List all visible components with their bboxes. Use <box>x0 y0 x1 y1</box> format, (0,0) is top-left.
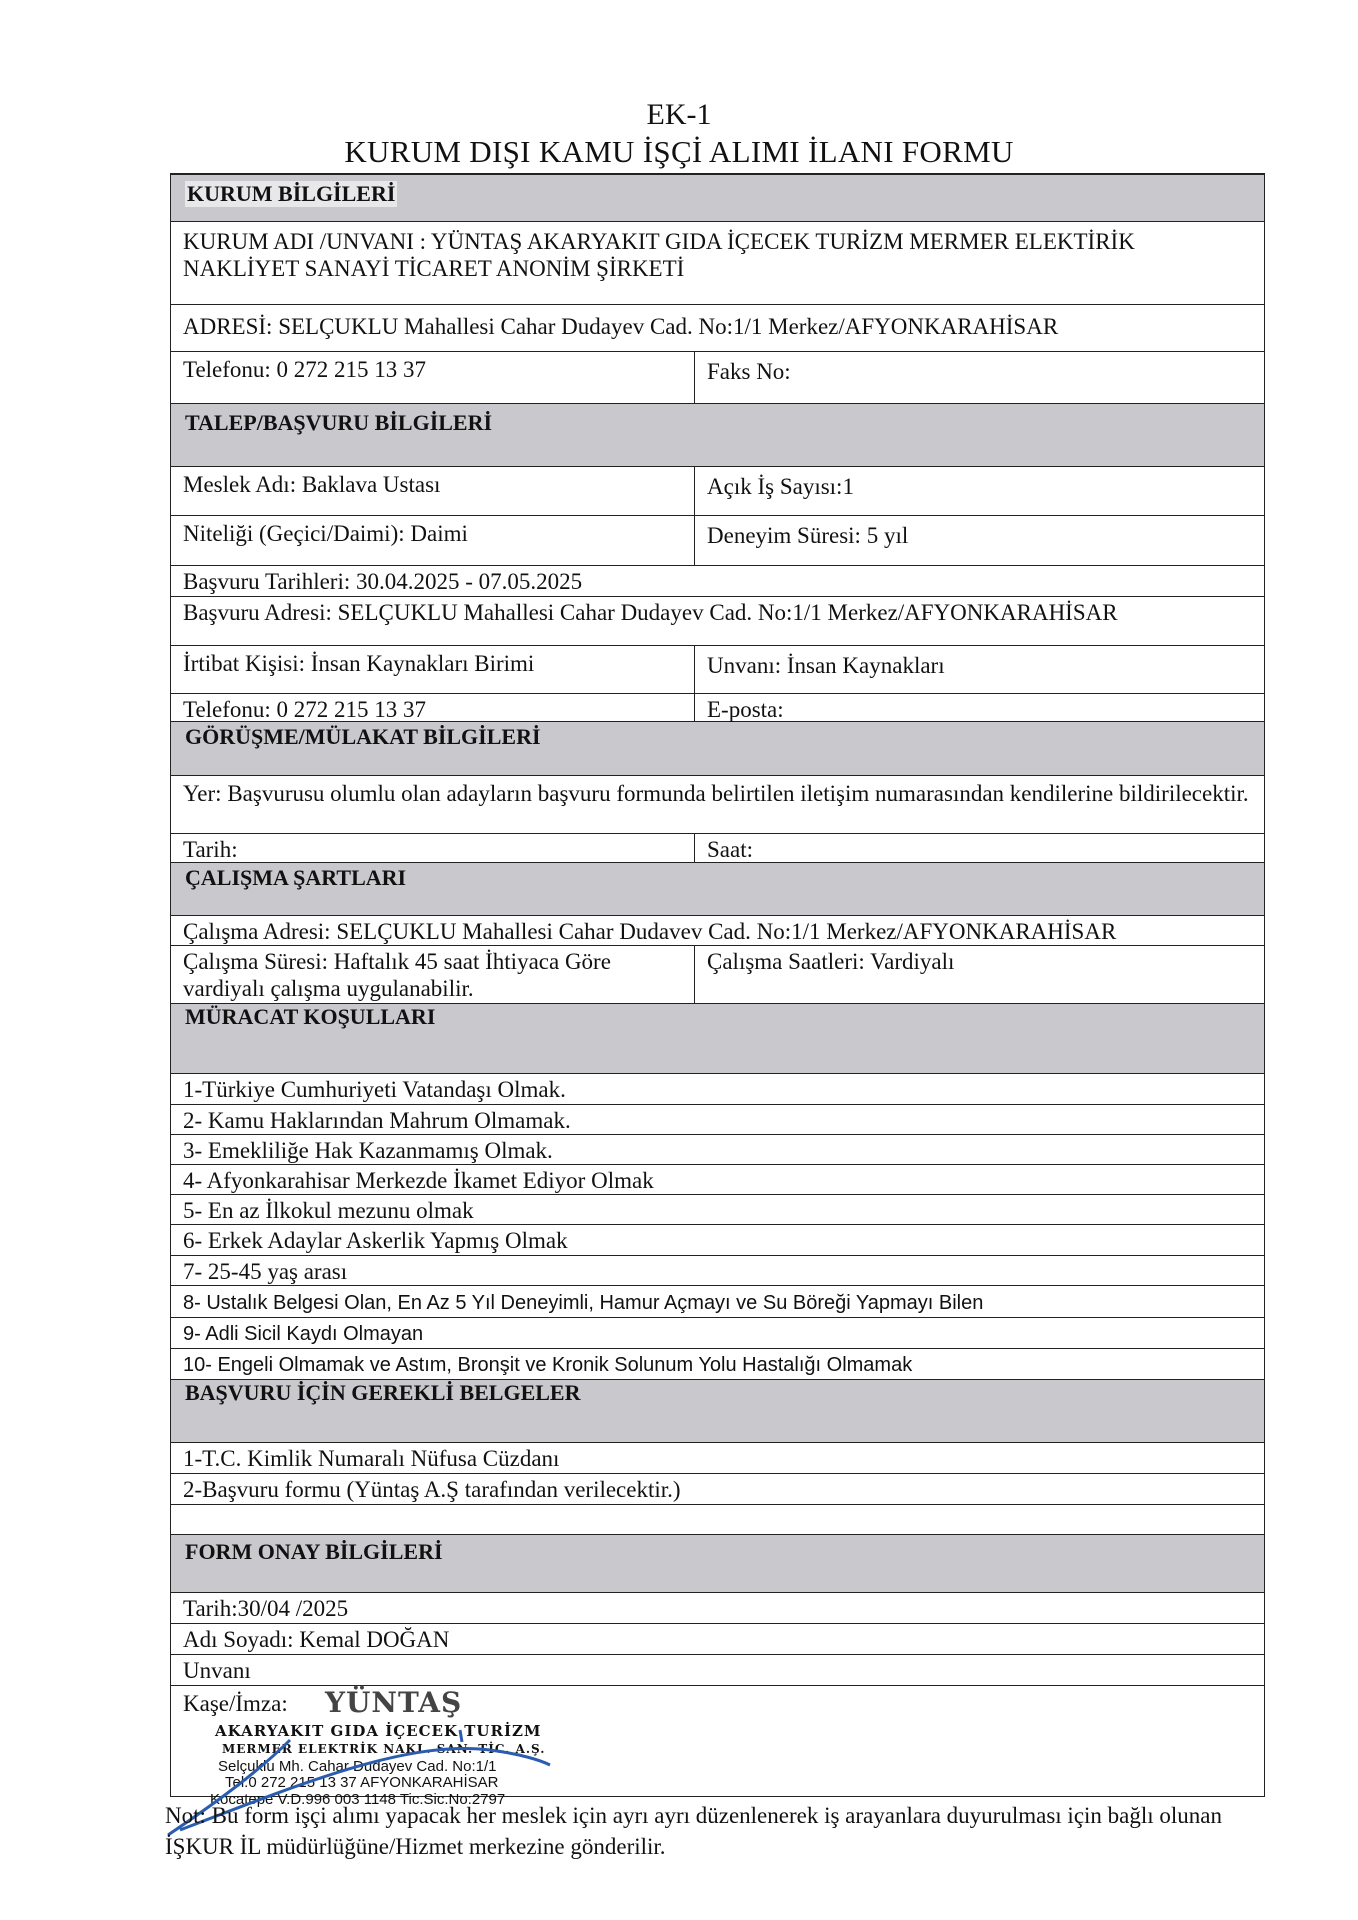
occupation: Meslek Adı: Baklava Ustası <box>171 467 695 515</box>
kurum-name-row <box>170 222 1265 305</box>
condition-text: 5- En az İlkokul mezunu olmak <box>183 1198 474 1223</box>
talep-row <box>170 467 1265 516</box>
kurum-address: ADRESİ: SELÇUKLU Mahallesi Cahar Dudayev Cad. No:1/1 Merkez/AFYONKARAHİSAR <box>183 314 1059 339</box>
condition-item <box>170 1256 1265 1286</box>
approval-date: Tarih:30/04 /2025 <box>183 1596 349 1621</box>
condition-text: 9- Adli Sicil Kaydı Olmayan <box>183 1323 424 1345</box>
contact-person: İrtibat Kişisi: İnsan Kaynakları Birimi <box>171 646 695 693</box>
section-talep-header <box>170 404 1265 467</box>
condition-text: 10- Engeli Olmamak ve Astım, Bronşit ve Kronik Solunum Yolu Hastalığı Olmamak <box>183 1354 913 1376</box>
section-title: MÜRACAT KOŞULLARI <box>185 1004 436 1029</box>
nature: Niteliği (Geçici/Daimi): Daimi <box>171 516 695 565</box>
contact-title: Unvanı: İnsan Kaynakları <box>707 653 945 678</box>
talep-row <box>170 516 1265 566</box>
talep-row <box>170 597 1265 646</box>
condition-item <box>170 1074 1265 1105</box>
section-title: KURUM BİLGİLERİ <box>187 181 396 206</box>
condition-text: 2- Kamu Haklarından Mahrum Olmamak. <box>183 1108 571 1133</box>
condition-text: 3- Emekliliğe Hak Kazanmamış Olmak. <box>183 1138 553 1163</box>
document-item <box>170 1443 1265 1474</box>
approval-date-row <box>170 1593 1265 1624</box>
condition-item <box>170 1318 1265 1349</box>
section-belgeler-header <box>170 1380 1265 1443</box>
condition-text: 7- 25-45 yaş arası <box>183 1259 348 1284</box>
work-shift: Çalışma Saatleri: Vardiyalı <box>707 949 955 974</box>
stamp-brand: YÜNTAŞ <box>325 1686 463 1719</box>
approval-name: Adı Soyadı: Kemal DOĞAN <box>183 1627 450 1652</box>
condition-text: 1-Türkiye Cumhuriyeti Vatandaşı Olmak. <box>183 1077 566 1102</box>
work-duration: Çalışma Süresi: Haftalık 45 saat İhtiyaca Göre vardiyalı çalışma uygulanabilir. <box>171 946 695 1003</box>
document-item-empty <box>170 1505 1265 1535</box>
section-title: TALEP/BAŞVURU BİLGİLERİ <box>185 410 493 435</box>
approval-name-row <box>170 1624 1265 1655</box>
section-kurum-header <box>170 173 1265 222</box>
application-dates: Başvuru Tarihleri: 30.04.2025 - 07.05.2025 <box>183 569 583 594</box>
section-onay-header <box>170 1535 1265 1593</box>
kurum-phone: Telefonu: 0 272 215 13 37 <box>171 352 695 403</box>
kurum-address-row <box>170 305 1265 352</box>
section-title: FORM ONAY BİLGİLERİ <box>185 1539 443 1564</box>
document-text: 2-Başvuru formu (Yüntaş A.Ş tarafından verilecektir.) <box>183 1477 681 1502</box>
kurum-fax: Faks No: <box>707 359 791 384</box>
section-title: ÇALIŞMA ŞARTLARI <box>185 865 407 890</box>
document-text: 1-T.C. Kimlik Numaralı Nüfusa Cüzdanı <box>183 1446 560 1471</box>
document-item <box>170 1474 1265 1505</box>
kurum-phone-row <box>170 352 1265 404</box>
work-address: Çalışma Adresi: SELÇUKLU Mahallesi Cahar Dudavev Cad. No:1/1 Merkez/AFYONKARAHİSAR <box>183 919 1117 944</box>
condition-text: 8- Ustalık Belgesi Olan, En Az 5 Yıl Deneyimli, Hamur Açmayı ve Su Böreği Yapmayı Bilen <box>183 1292 984 1314</box>
section-calisma-header <box>170 863 1265 916</box>
application-address: Başvuru Adresi: SELÇUKLU Mahallesi Cahar Dudayev Cad. No:1/1 Merkez/AFYONKARAHİSAR <box>183 600 1118 625</box>
approval-title: Unvanı <box>183 1658 251 1683</box>
section-title: GÖRÜŞME/MÜLAKAT BİLGİLERİ <box>185 724 541 749</box>
annex-label: EK-1 <box>646 98 712 131</box>
kurum-name: KURUM ADI /UNVANI : YÜNTAŞ AKARYAKIT GIDA İÇECEK TURİZM MERMER ELEKTİRİK NAKLİYET SANAYİ TİCARET ANONİM ŞİRKETİ <box>183 229 1135 281</box>
section-title: BAŞVURU İÇİN GEREKLİ BELGELER <box>185 1380 581 1405</box>
work-address-row <box>170 916 1265 946</box>
stamp-line: Tel:0 272 215 13 37 AFYONKARAHİSAR <box>225 1774 499 1791</box>
section-muracat-header <box>170 1004 1265 1074</box>
condition-item <box>170 1195 1265 1225</box>
section-gorusme-header <box>170 722 1265 776</box>
talep-row <box>170 646 1265 694</box>
condition-item <box>170 1225 1265 1256</box>
stamp-line: Selçuklu Mh. Cahar Dudayev Cad. No:1/1 <box>218 1758 497 1775</box>
interview-time: Saat: <box>707 837 753 862</box>
interview-datetime-row <box>170 834 1265 863</box>
interview-place-row <box>170 776 1265 834</box>
interview-place: Yer: Başvurusu olumlu olan adayların başvuru formunda belirtilen iletişim numarasından kendilerine bildirilecektir. <box>183 781 1249 806</box>
condition-item <box>170 1286 1265 1318</box>
work-hours-row <box>170 946 1265 1004</box>
condition-text: 6- Erkek Adaylar Askerlik Yapmış Olmak <box>183 1228 568 1253</box>
stamp-line: Kocatepe V.D.996 003 1148 Tic.Sic.No:2797 <box>210 1791 506 1808</box>
condition-item <box>170 1135 1265 1165</box>
talep-row <box>170 694 1265 722</box>
footnote: Not: Bu form işçi alımı yapacak her meslek için ayrı ayrı düzenlenerek iş arayanlara duyurulması için bağlı olunan İŞKUR İL müdürlüğüne/Hizmet merkezine gönderilir. <box>165 1803 1223 1859</box>
openings: Açık İş Sayısı:1 <box>707 474 854 499</box>
stamp-line: AKARYAKIT GIDA İÇECEK TURİZM <box>215 1722 542 1740</box>
condition-item <box>170 1349 1265 1380</box>
experience: Deneyim Süresi: 5 yıl <box>707 523 909 548</box>
interview-date: Tarih: <box>171 834 695 862</box>
contact-email: E-posta: <box>707 697 784 722</box>
form-title: KURUM DIŞI KAMU İŞÇİ ALIMI İLANI FORMU <box>344 134 1014 169</box>
condition-text: 4- Afyonkarahisar Merkezde İkamet Ediyor Olmak <box>183 1168 654 1193</box>
approval-title-row <box>170 1655 1265 1686</box>
stamp-line: MERMER ELEKTRİK NAKL. SAN. TİC. A.Ş. <box>222 1742 546 1756</box>
stamp-label: Kaşe/İmza: <box>183 1691 288 1716</box>
talep-row <box>170 566 1265 597</box>
condition-item <box>170 1105 1265 1135</box>
contact-phone: Telefonu: 0 272 215 13 37 <box>171 694 695 721</box>
condition-item <box>170 1165 1265 1195</box>
